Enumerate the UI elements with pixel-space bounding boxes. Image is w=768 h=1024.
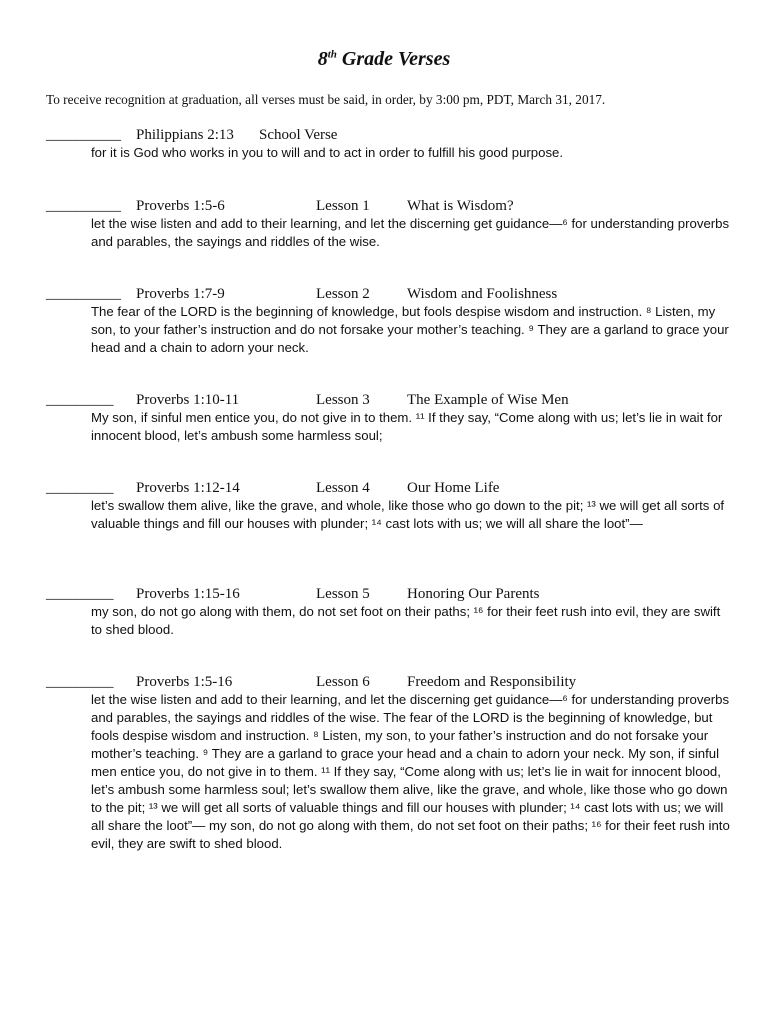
check-blank: _________ xyxy=(46,480,114,496)
verse-header xyxy=(46,197,736,215)
check-blank: _________ xyxy=(46,586,114,602)
lesson-title: Our Home Life xyxy=(407,480,500,496)
check-blank: __________ xyxy=(46,198,121,214)
verse-reference: Proverbs 1:10-11 xyxy=(136,392,240,408)
verse-text: let the wise listen and add to their learning, and let the discerning get guidance—⁶ for understanding proverbs and parables, the sayings and riddles of the wise. xyxy=(91,216,730,249)
intro-text: To receive recognition at graduation, all verses must be said, in order, by 3:00 pm, PDT, March 31, 2017. xyxy=(46,92,606,107)
verse-entry-lesson-3 xyxy=(46,391,736,445)
check-blank: _________ xyxy=(46,392,114,408)
verse-header xyxy=(46,285,736,303)
lesson-title: What is Wisdom? xyxy=(407,198,514,214)
verse-header xyxy=(46,391,736,409)
verse-label: School Verse xyxy=(259,127,338,143)
verse-header xyxy=(46,126,736,144)
verse-entry-lesson-6 xyxy=(46,673,736,853)
verse-reference: Proverbs 1:5-16 xyxy=(136,674,233,690)
check-blank: _________ xyxy=(46,674,114,690)
page-title: 8th Grade Verses xyxy=(317,48,451,70)
verse-entry-lesson-4 xyxy=(46,479,736,533)
verse-header xyxy=(46,479,736,497)
title-superscript: th xyxy=(327,48,337,61)
verse-entry-lesson-1 xyxy=(46,197,736,251)
verse-reference: Proverbs 1:7-9 xyxy=(136,286,225,302)
lesson-title: Honoring Our Parents xyxy=(407,586,540,602)
lesson-number: Lesson 5 xyxy=(316,586,370,602)
verse-entry-school xyxy=(46,126,736,162)
lesson-title: The Example of Wise Men xyxy=(407,392,569,408)
lesson-title: Freedom and Responsibility xyxy=(407,674,577,690)
lesson-title: Wisdom and Foolishness xyxy=(407,286,558,302)
verse-entry-lesson-5 xyxy=(46,585,736,639)
lesson-number: Lesson 3 xyxy=(316,392,370,408)
check-blank: __________ xyxy=(46,286,121,302)
verse-reference: Proverbs 1:12-14 xyxy=(136,480,240,496)
verse-text: for it is God who works in you to will and to act in order to fulfill his good purpose. xyxy=(91,145,564,160)
verse-text: let’s swallow them alive, like the grave, and whole, like those who go down to the pit; ¹³ we will get all sorts of valuable things and fill our houses with plunder; ¹⁴ cast lots with us; we will all share the loot”— xyxy=(91,498,725,531)
verse-header xyxy=(46,585,736,603)
check-blank: __________ xyxy=(46,127,121,143)
verse-text: let the wise listen and add to their learning, and let the discerning get guidance—⁶ for understanding proverbs and parables, the sayings and riddles of the wise. The fear of the LORD is the beginning of knowledge, but fools despise wisdom and instruction. ⁸ Listen, my son, to your father’s instruction and do not forsake your mother’s teaching. ⁹ They are a garland to grace your head and a chain to adorn your neck. My son, if sinful men entice you, do not give in to them. ¹¹ If they say, “Come along with us; let’s lie in wait for innocent blood, let’s ambush some harmless soul; let’s swallow them alive, like the grave, and whole, like those who go down to the pit; ¹³ we will get all sorts of valuable things and fill our houses with plunder; ¹⁴ cast lots with us; we will all share the loot”— my son, do not go along with them, do not set foot on their paths; ¹⁶ for their feet rush into evil, they are swift to shed blood. xyxy=(91,692,730,851)
verse-header xyxy=(46,673,736,691)
verse-text: my son, do not go along with them, do not set foot on their paths; ¹⁶ for their feet rush into evil, they are swift to shed blood. xyxy=(91,604,721,637)
lesson-number: Lesson 4 xyxy=(316,480,370,496)
verse-reference: Philippians 2:13 xyxy=(136,127,234,143)
verse-entry-lesson-2 xyxy=(46,285,736,357)
verse-reference: Proverbs 1:5-6 xyxy=(136,198,225,214)
lesson-number: Lesson 1 xyxy=(316,198,370,214)
verse-reference: Proverbs 1:15-16 xyxy=(136,586,240,602)
verse-text: My son, if sinful men entice you, do not give in to them. ¹¹ If they say, “Come along with us; let’s lie in wait for innocent blood, let’s ambush some harmless soul; xyxy=(91,410,723,443)
lesson-number: Lesson 6 xyxy=(316,674,370,690)
verse-text: The fear of the LORD is the beginning of knowledge, but fools despise wisdom and instruction. ⁸ Listen, my son, to your father’s instruction and do not forsake your mother’s teaching. ⁹ They are a garland to grace your head and a chain to adorn your neck. xyxy=(91,304,729,355)
lesson-number: Lesson 2 xyxy=(316,286,370,302)
